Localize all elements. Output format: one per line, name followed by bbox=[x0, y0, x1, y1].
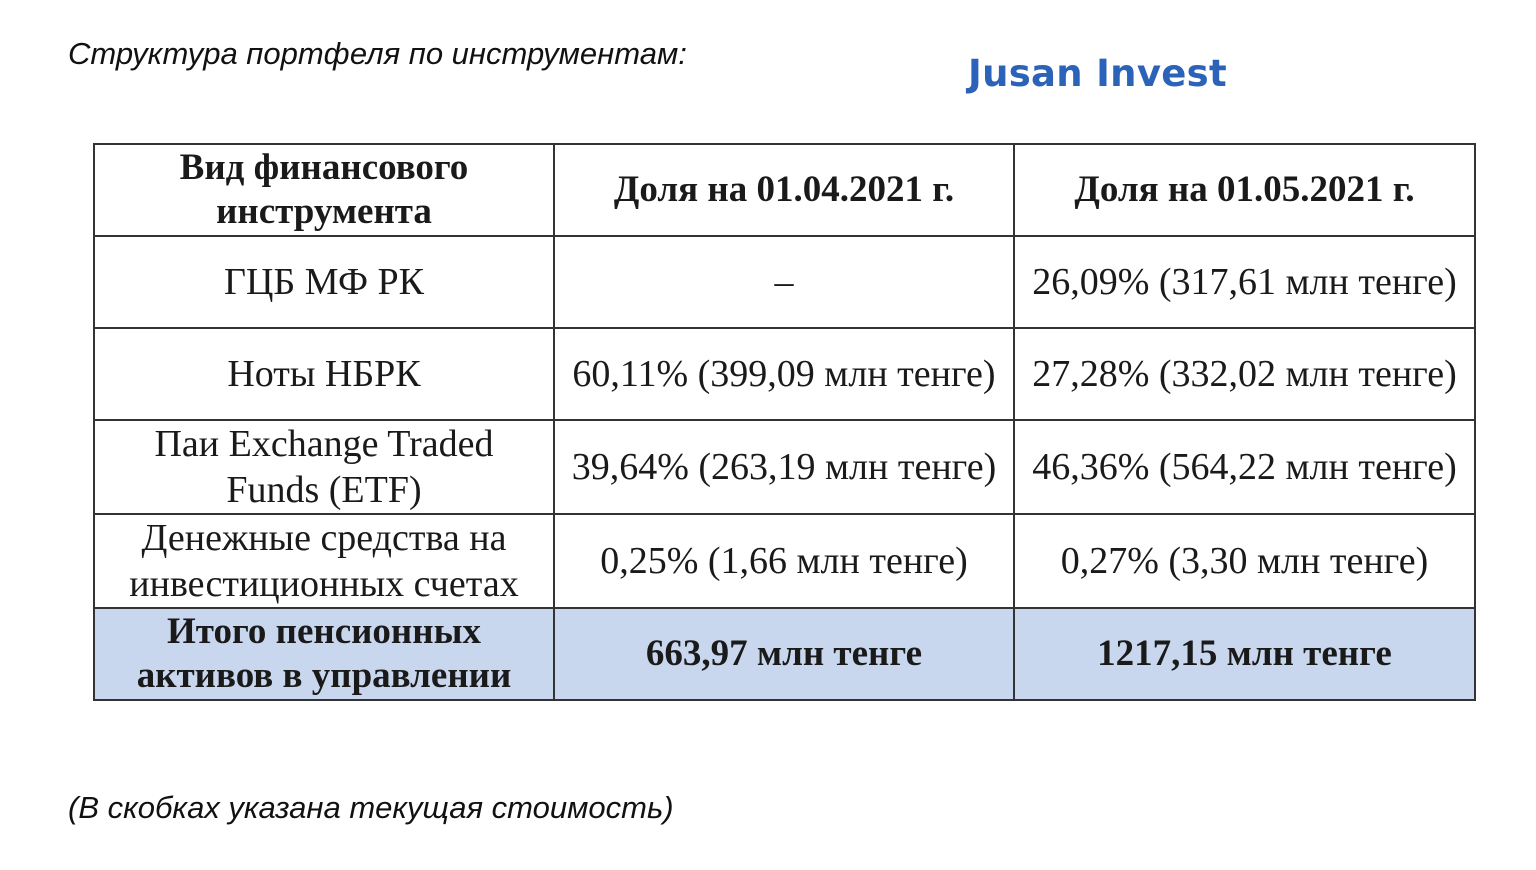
table-row bbox=[94, 420, 1475, 514]
instrument-cell: Паи Exchange Traded Funds (ETF) bbox=[94, 420, 554, 514]
share-april-cell: – bbox=[554, 236, 1014, 328]
table-row bbox=[94, 514, 1475, 608]
table-total-row bbox=[94, 608, 1475, 700]
brand-logo-text: Jusan Invest bbox=[968, 52, 1227, 95]
portfolio-structure-table bbox=[93, 143, 1476, 701]
share-may-cell: 27,28% (332,02 млн тенге) bbox=[1014, 328, 1475, 420]
table-row bbox=[94, 236, 1475, 328]
share-may-cell: 46,36% (564,22 млн тенге) bbox=[1014, 420, 1475, 514]
instrument-cell: Ноты НБРК bbox=[94, 328, 554, 420]
total-may-cell: 1217,15 млн тенге bbox=[1014, 608, 1475, 700]
share-may-cell: 26,09% (317,61 млн тенге) bbox=[1014, 236, 1475, 328]
header-share-2021-04-01: Доля на 01.04.2021 г. bbox=[554, 144, 1014, 236]
header-instrument-type: Вид финансового инструмента bbox=[94, 144, 554, 236]
page-heading: Структура портфеля по инструментам: bbox=[68, 36, 687, 71]
table-header-row bbox=[94, 144, 1475, 236]
share-april-cell: 0,25% (1,66 млн тенге) bbox=[554, 514, 1014, 608]
share-may-cell: 0,27% (3,30 млн тенге) bbox=[1014, 514, 1475, 608]
total-april-cell: 663,97 млн тенге bbox=[554, 608, 1014, 700]
table-row bbox=[94, 328, 1475, 420]
footnote: (В скобках указана текущая стоимость) bbox=[68, 790, 674, 825]
total-label-cell: Итого пенсионных активов в управлении bbox=[94, 608, 554, 700]
share-april-cell: 39,64% (263,19 млн тенге) bbox=[554, 420, 1014, 514]
instrument-cell: Денежные средства на инвестиционных счетах bbox=[94, 514, 554, 608]
share-april-cell: 60,11% (399,09 млн тенге) bbox=[554, 328, 1014, 420]
instrument-cell: ГЦБ МФ РК bbox=[94, 236, 554, 328]
header-share-2021-05-01: Доля на 01.05.2021 г. bbox=[1014, 144, 1475, 236]
